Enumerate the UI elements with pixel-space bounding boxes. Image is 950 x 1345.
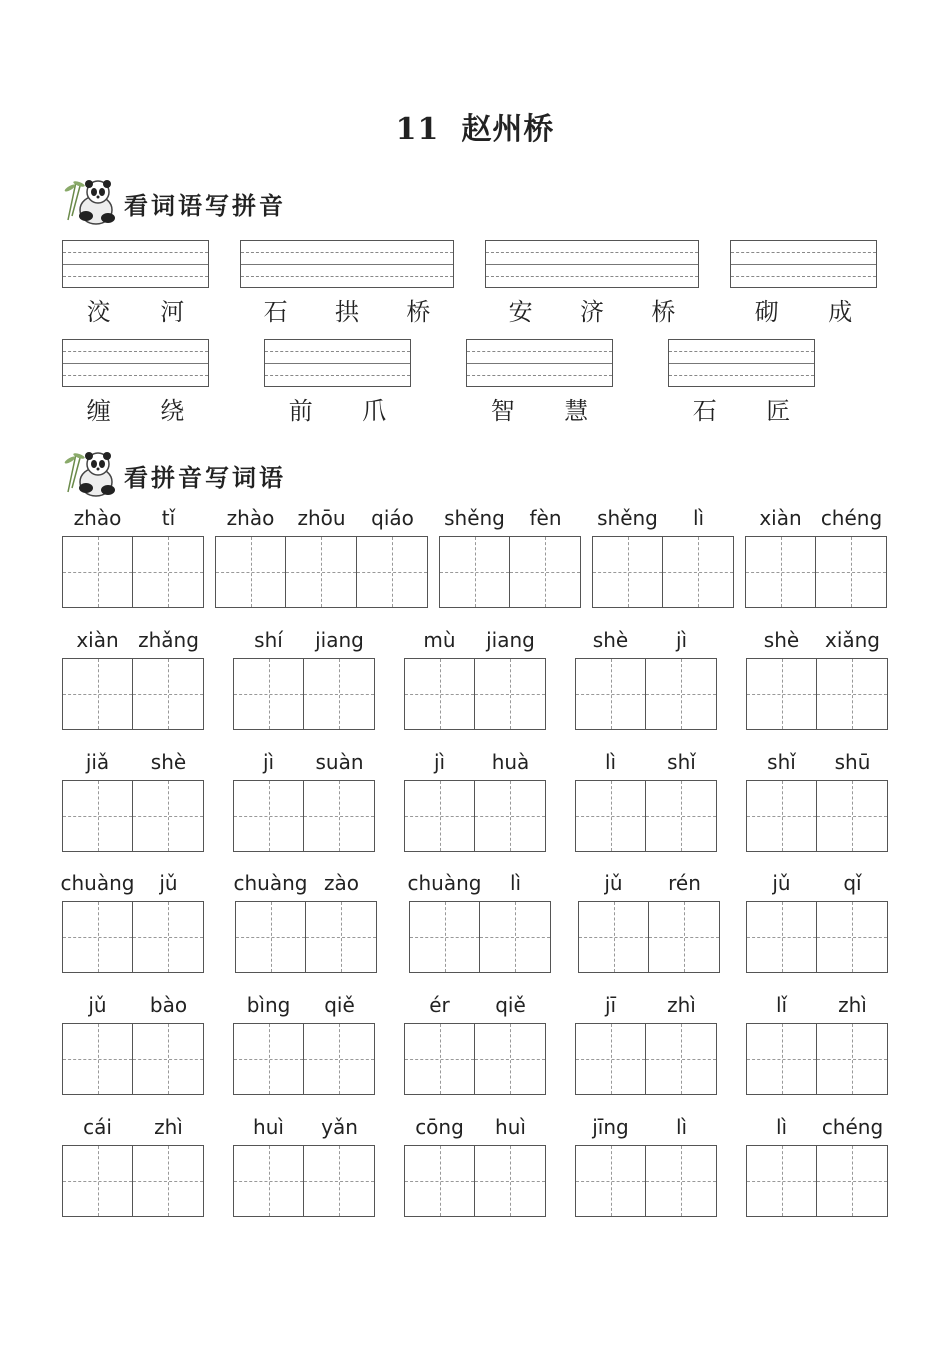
- writing-cell[interactable]: [480, 901, 551, 973]
- writing-cell[interactable]: [646, 658, 717, 730]
- pinyin-syllable: chuàng: [233, 871, 308, 895]
- pinyin-line: [404, 750, 546, 776]
- character-grid: [235, 901, 377, 973]
- word-exercise: [404, 750, 546, 854]
- character: 缠: [86, 397, 111, 425]
- pinyin-syllable: shí: [254, 628, 283, 652]
- word-exercise: [404, 628, 546, 732]
- word-characters: [485, 292, 699, 327]
- word-exercise: [233, 1115, 375, 1219]
- writing-cell[interactable]: [816, 536, 887, 608]
- pinyin-syllable: suàn: [315, 750, 364, 774]
- character-grid: [404, 1145, 546, 1217]
- pinyin-syllable: qiě: [324, 993, 355, 1017]
- pinyin-syllable: cōng: [415, 1115, 464, 1139]
- pinyin-syllable: zhì: [154, 1115, 183, 1139]
- pinyin-syllable: fèn: [529, 506, 562, 530]
- word-characters: [240, 292, 454, 327]
- character-grid: [746, 780, 888, 852]
- word-exercise: [746, 993, 888, 1097]
- character-grid: [746, 658, 888, 730]
- writing-cell[interactable]: [746, 901, 817, 973]
- writing-cell[interactable]: [575, 658, 646, 730]
- pinyin-line: [62, 506, 204, 532]
- writing-cell[interactable]: [133, 780, 204, 852]
- pinyin-line: [575, 750, 717, 776]
- character-grid: [233, 1145, 375, 1217]
- character: 桥: [651, 298, 676, 326]
- writing-cell[interactable]: [575, 1145, 646, 1217]
- pinyin-syllable: chéng: [820, 506, 883, 530]
- pinyin-writing-box[interactable]: [668, 339, 815, 387]
- pinyin-syllable: shěng: [444, 506, 505, 530]
- word-exercise: [575, 628, 717, 732]
- pinyin-syllable: shū: [834, 750, 871, 774]
- pinyin-syllable: yǎn: [321, 1115, 358, 1139]
- word-exercise: [575, 750, 717, 854]
- pinyin-syllable: xiàn: [76, 628, 119, 652]
- pinyin-syllable: jì: [433, 750, 446, 774]
- word-exercise: [592, 506, 734, 610]
- character-grid: [746, 1145, 888, 1217]
- pinyin-syllable: huì: [253, 1115, 284, 1139]
- pinyin-writing-box[interactable]: [264, 339, 411, 387]
- character-grid: [745, 536, 887, 608]
- pinyin-syllable: qǐ: [843, 871, 862, 895]
- pinyin-line: [404, 993, 546, 1019]
- character-grid: [578, 901, 720, 973]
- pinyin-syllable: lǐ: [775, 993, 788, 1017]
- word-exercise: [235, 871, 377, 975]
- character: 拱: [334, 298, 359, 326]
- pinyin-syllable: shǐ: [767, 750, 796, 774]
- pinyin-line: [233, 750, 375, 776]
- pinyin-syllable: huà: [491, 750, 530, 774]
- writing-cell[interactable]: [404, 780, 475, 852]
- pinyin-syllable: jīng: [592, 1115, 629, 1139]
- word-exercise: [62, 993, 204, 1097]
- pinyin-syllable: zào: [324, 871, 359, 895]
- word-exercise: [439, 506, 581, 610]
- pinyin-line: [62, 628, 204, 654]
- pinyin-line: [746, 1115, 888, 1141]
- word-characters: [264, 391, 411, 426]
- character: 安: [508, 298, 533, 326]
- pinyin-syllable: jǔ: [159, 871, 178, 895]
- writing-cell[interactable]: [475, 658, 546, 730]
- pinyin-line: [233, 1115, 375, 1141]
- pinyin-line: [575, 628, 717, 654]
- character-grid: [233, 1023, 375, 1095]
- writing-cell[interactable]: [646, 780, 717, 852]
- pinyin-line: [745, 506, 887, 532]
- section-title: 看词语写拼音: [124, 191, 286, 220]
- pinyin-line: [575, 1115, 717, 1141]
- pinyin-line: [233, 628, 375, 654]
- pinyin-syllable: jiǎ: [85, 750, 110, 774]
- pinyin-syllable: lì: [675, 1115, 688, 1139]
- character-grid: [62, 1145, 204, 1217]
- writing-cell[interactable]: [233, 658, 304, 730]
- word-exercise: [62, 506, 204, 610]
- word-exercise: [745, 506, 887, 610]
- pinyin-writing-box[interactable]: [466, 339, 613, 387]
- pinyin-line: [62, 993, 204, 1019]
- pinyin-syllable: jǔ: [604, 871, 623, 895]
- writing-cell[interactable]: [746, 658, 817, 730]
- pinyin-syllable: jì: [262, 750, 275, 774]
- character-grid: [439, 536, 581, 608]
- writing-cell[interactable]: [233, 1145, 304, 1217]
- panda-bamboo-icon: [62, 448, 120, 498]
- writing-cell[interactable]: [133, 536, 204, 608]
- word-characters: [62, 292, 209, 327]
- writing-cell[interactable]: [404, 1023, 475, 1095]
- writing-cell[interactable]: [133, 901, 204, 973]
- pinyin-line: [592, 506, 734, 532]
- word-characters: [668, 391, 815, 426]
- pinyin-syllable: jiang: [486, 628, 535, 652]
- section-header-write-pinyin: [62, 176, 382, 226]
- pinyin-syllable: xiàn: [759, 506, 802, 530]
- pinyin-syllable: huì: [495, 1115, 526, 1139]
- writing-cell[interactable]: [746, 780, 817, 852]
- character-grid: [575, 780, 717, 852]
- pinyin-writing-box[interactable]: [62, 240, 209, 288]
- pinyin-syllable: shǐ: [667, 750, 696, 774]
- character-grid: [62, 780, 204, 852]
- word-exercise: [409, 871, 551, 975]
- writing-cell[interactable]: [62, 1145, 133, 1217]
- pinyin-syllable: zhì: [838, 993, 867, 1017]
- character: 河: [160, 298, 185, 326]
- pinyin-line: [575, 993, 717, 1019]
- writing-cell[interactable]: [646, 1023, 717, 1095]
- writing-cell[interactable]: [649, 901, 720, 973]
- writing-cell[interactable]: [746, 1023, 817, 1095]
- pinyin-writing-box[interactable]: [240, 240, 454, 288]
- character-grid: [233, 780, 375, 852]
- character: 成: [828, 298, 853, 326]
- word-exercise: [404, 993, 546, 1097]
- writing-cell[interactable]: [62, 536, 133, 608]
- character-grid: [592, 536, 734, 608]
- writing-cell[interactable]: [306, 901, 377, 973]
- pinyin-line: [746, 750, 888, 776]
- writing-cell[interactable]: [475, 1023, 546, 1095]
- pinyin-syllable: zhì: [667, 993, 696, 1017]
- pinyin-syllable: lì: [509, 871, 522, 895]
- character-grid: [746, 1023, 888, 1095]
- writing-cell[interactable]: [817, 901, 888, 973]
- writing-cell[interactable]: [575, 780, 646, 852]
- character-grid: [62, 901, 204, 973]
- writing-cell[interactable]: [304, 780, 375, 852]
- pinyin-syllable: shè: [763, 628, 800, 652]
- character: 慧: [564, 397, 589, 425]
- character-grid: [575, 1145, 717, 1217]
- writing-cell[interactable]: [475, 1145, 546, 1217]
- panda-bamboo-icon: [62, 176, 120, 226]
- writing-cell[interactable]: [133, 1145, 204, 1217]
- pinyin-syllable: qiě: [495, 993, 526, 1017]
- writing-cell[interactable]: [62, 1023, 133, 1095]
- character: 济: [579, 298, 604, 326]
- pinyin-writing-box[interactable]: [62, 339, 209, 387]
- lesson-title: 赵州桥: [461, 112, 555, 147]
- pinyin-syllable: tǐ: [161, 506, 176, 530]
- word-exercise: [575, 1115, 717, 1219]
- character-grid: [404, 1023, 546, 1095]
- section-header-write-words: [62, 448, 382, 498]
- writing-cell[interactable]: [404, 658, 475, 730]
- pinyin-syllable: cái: [83, 1115, 112, 1139]
- writing-cell[interactable]: [817, 780, 888, 852]
- writing-cell[interactable]: [592, 536, 663, 608]
- pinyin-line: [62, 871, 204, 897]
- word-exercise: [578, 871, 720, 975]
- pinyin-line: [746, 628, 888, 654]
- writing-cell[interactable]: [510, 536, 581, 608]
- pinyin-syllable: jǔ: [772, 871, 791, 895]
- pinyin-line: [62, 1115, 204, 1141]
- writing-cell[interactable]: [215, 536, 286, 608]
- word-exercise: [233, 750, 375, 854]
- section-title: 看拼音写词语: [124, 463, 286, 492]
- word-exercise: [746, 628, 888, 732]
- pinyin-syllable: chéng: [821, 1115, 884, 1139]
- writing-cell[interactable]: [62, 901, 133, 973]
- pinyin-syllable: jì: [675, 628, 688, 652]
- pinyin-syllable: qiáo: [371, 506, 414, 530]
- pinyin-syllable: chuàng: [60, 871, 135, 895]
- pinyin-line: [215, 506, 428, 532]
- pinyin-syllable: zhào: [226, 506, 275, 530]
- pinyin-syllable: bìng: [246, 993, 291, 1017]
- writing-cell[interactable]: [817, 658, 888, 730]
- pinyin-line: [404, 628, 546, 654]
- writing-cell[interactable]: [475, 780, 546, 852]
- writing-cell[interactable]: [746, 1145, 817, 1217]
- word-exercise: [233, 993, 375, 1097]
- character: 前: [288, 397, 313, 425]
- word-exercise: [215, 506, 428, 610]
- word-exercise: [62, 871, 204, 975]
- word-exercise: [575, 993, 717, 1097]
- writing-cell[interactable]: [233, 780, 304, 852]
- writing-cell[interactable]: [62, 658, 133, 730]
- word-exercise: [746, 1115, 888, 1219]
- word-exercise: [62, 750, 204, 854]
- pinyin-syllable: chuàng: [407, 871, 482, 895]
- pinyin-syllable: xiǎng: [824, 628, 881, 652]
- pinyin-syllable: lì: [775, 1115, 788, 1139]
- writing-cell[interactable]: [817, 1145, 888, 1217]
- writing-cell[interactable]: [578, 901, 649, 973]
- writing-cell[interactable]: [304, 658, 375, 730]
- writing-cell[interactable]: [357, 536, 428, 608]
- pinyin-line: [439, 506, 581, 532]
- character: 石: [263, 298, 288, 326]
- pinyin-syllable: jǔ: [88, 993, 107, 1017]
- pinyin-writing-box[interactable]: [485, 240, 699, 288]
- pinyin-syllable: ér: [429, 993, 450, 1017]
- character: 桥: [406, 298, 431, 326]
- pinyin-syllable: jī: [604, 993, 617, 1017]
- character-grid: [575, 658, 717, 730]
- writing-cell[interactable]: [133, 658, 204, 730]
- pinyin-syllable: shè: [592, 628, 629, 652]
- character-grid: [215, 536, 428, 608]
- word-characters: [62, 391, 209, 426]
- writing-cell[interactable]: [817, 1023, 888, 1095]
- writing-cell[interactable]: [663, 536, 734, 608]
- pinyin-line: [233, 993, 375, 1019]
- writing-cell[interactable]: [62, 780, 133, 852]
- writing-cell[interactable]: [404, 1145, 475, 1217]
- pinyin-syllable: jiang: [315, 628, 364, 652]
- character: 爪: [362, 397, 387, 425]
- character-grid: [233, 658, 375, 730]
- pinyin-syllable: bào: [149, 993, 188, 1017]
- character: 匠: [766, 397, 791, 425]
- character-grid: [404, 658, 546, 730]
- word-characters: [466, 391, 613, 426]
- character: 砌: [754, 298, 779, 326]
- word-exercise: [746, 871, 888, 975]
- pinyin-syllable: lì: [692, 506, 705, 530]
- writing-cell[interactable]: [304, 1023, 375, 1095]
- lesson-number: 11: [395, 112, 440, 147]
- writing-cell[interactable]: [646, 1145, 717, 1217]
- character-grid: [62, 1023, 204, 1095]
- pinyin-line: [409, 871, 551, 897]
- writing-cell[interactable]: [409, 901, 480, 973]
- character: 石: [692, 397, 717, 425]
- writing-cell[interactable]: [304, 1145, 375, 1217]
- word-exercise: [233, 628, 375, 732]
- character-grid: [575, 1023, 717, 1095]
- pinyin-line: [578, 871, 720, 897]
- character-grid: [62, 536, 204, 608]
- character-grid: [409, 901, 551, 973]
- pinyin-syllable: shěng: [597, 506, 658, 530]
- writing-cell[interactable]: [575, 1023, 646, 1095]
- pinyin-syllable: zhǎng: [138, 628, 199, 652]
- writing-cell[interactable]: [233, 1023, 304, 1095]
- writing-cell[interactable]: [745, 536, 816, 608]
- character: 智: [490, 397, 515, 425]
- pinyin-syllable: lì: [604, 750, 617, 774]
- writing-cell[interactable]: [439, 536, 510, 608]
- pinyin-syllable: zhōu: [297, 506, 346, 530]
- pinyin-syllable: shè: [150, 750, 187, 774]
- writing-cell[interactable]: [235, 901, 306, 973]
- character: 绕: [160, 397, 185, 425]
- pinyin-line: [404, 1115, 546, 1141]
- pinyin-syllable: rén: [668, 871, 701, 895]
- pinyin-line: [746, 871, 888, 897]
- pinyin-line: [235, 871, 377, 897]
- writing-cell[interactable]: [286, 536, 357, 608]
- character: 洨: [86, 298, 111, 326]
- pinyin-line: [62, 750, 204, 776]
- pinyin-writing-box[interactable]: [730, 240, 877, 288]
- word-characters: [730, 292, 877, 327]
- character-grid: [404, 780, 546, 852]
- word-exercise: [62, 1115, 204, 1219]
- pinyin-syllable: mù: [423, 628, 456, 652]
- writing-cell[interactable]: [133, 1023, 204, 1095]
- character-grid: [62, 658, 204, 730]
- word-exercise: [62, 628, 204, 732]
- word-exercise: [404, 1115, 546, 1219]
- page-title: [0, 104, 950, 148]
- pinyin-line: [746, 993, 888, 1019]
- word-exercise: [746, 750, 888, 854]
- character-grid: [746, 901, 888, 973]
- pinyin-syllable: zhào: [73, 506, 122, 530]
